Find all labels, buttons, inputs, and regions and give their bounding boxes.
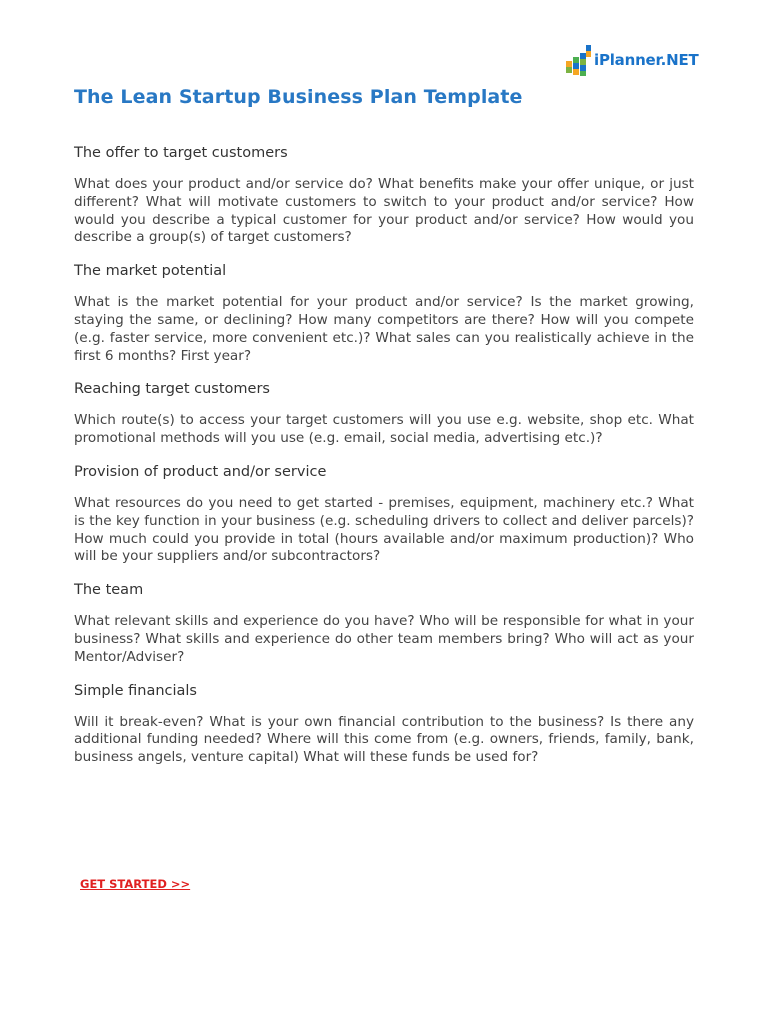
section-financials — [74, 682, 694, 767]
get-started-link[interactable]: GET STARTED >> — [80, 877, 191, 891]
section-reaching — [74, 380, 694, 448]
iplanner-logo — [566, 42, 699, 78]
section-body: Will it break-even? What is your own financial contribution to the business? Is there any additional funding needed? Where will this come from (e.g. owners, friends, family, bank, business angels, venture capital) What will these funds be used for? — [74, 713, 694, 766]
document-content — [74, 144, 694, 782]
section-heading: Reaching target customers — [74, 381, 270, 398]
page-title: The Lean Startup Business Plan Template — [74, 86, 523, 108]
section-market — [74, 262, 694, 365]
section-body: Which route(s) to access your target customers will you use e.g. website, shop etc. What promotional methods will you use (e.g. email, social media, advertising etc.)? — [74, 412, 694, 447]
section-heading: The offer to target customers — [74, 145, 288, 161]
section-heading: The market potential — [74, 263, 227, 280]
bar-stack-logo-icon — [566, 43, 592, 77]
logo-text: iPlanner.NET — [594, 51, 699, 69]
section-body: What resources do you need to get started - premises, equipment, machinery etc.? What is the key function in your business (e.g. scheduling drivers to collect and deliver parcels)? How much could you provide in total (hours available and/or maximum production)? Who will be your suppliers and/or subcontractors? — [74, 494, 694, 565]
section-body: What does your product and/or service do? What benefits make your offer unique, or just different? What will motivate customers to switch to your product and/or service? How would you describe a typical customer for your product and/or service? How would you describe a group(s) of target customers? — [74, 176, 694, 246]
section-heading: Simple financials — [74, 682, 197, 699]
section-body: What relevant skills and experience do you have? Who will be responsible for what in your business? What skills and experience do other team members bring? Who will act as your Mentor/Adviser? — [74, 613, 694, 665]
section-heading: The team — [74, 582, 144, 599]
section-provision — [74, 463, 694, 566]
section-team — [74, 581, 694, 666]
section-heading: Provision of product and/or service — [74, 463, 327, 480]
section-body: What is the market potential for your product and/or service? Is the market growing, staying the same, or declining? How many competitors are there? How will you compete (e.g. faster service, more convenient etc.)? What sales can you realistically achieve in the first 6 months? First year? — [74, 294, 694, 364]
section-offer — [74, 144, 694, 247]
